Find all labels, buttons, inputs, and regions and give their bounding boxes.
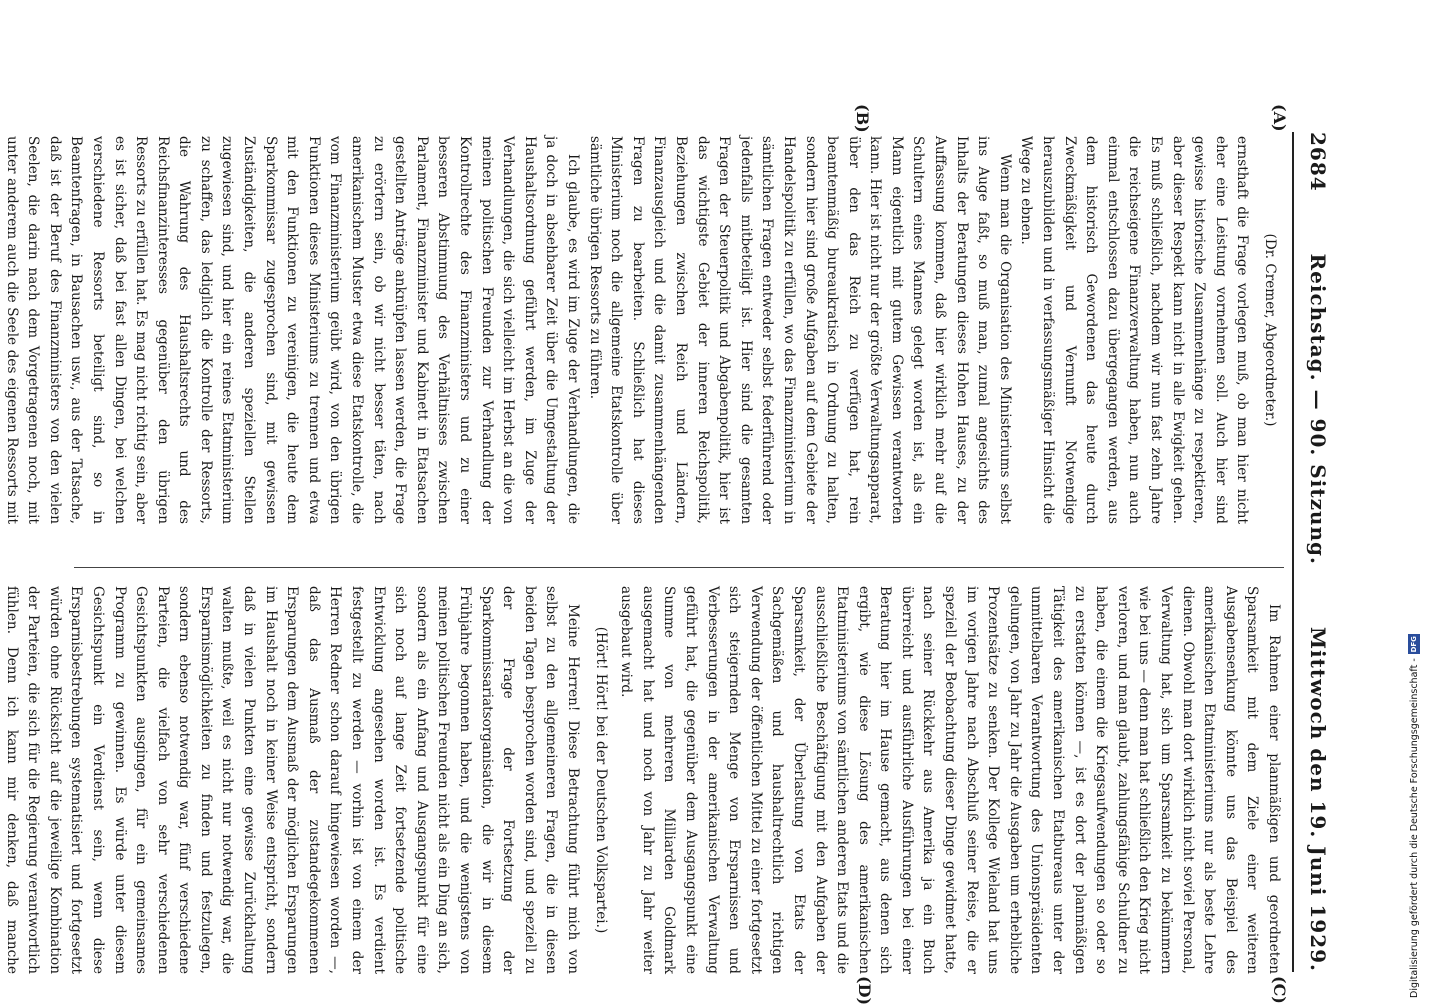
paragraph: Wenn man die Organisation des Ministeriums selbst ins Auge faßt, so muß man, zumal angesichts des Inhalts der Beratungen dieses Hohen Hauses, zu der Auffassung kommen, daß hier wirklich mehr auf die Schultern eines Mannes gelegt worden ist, als ein Mann eigentlich mit gutem Gewissen verantworten kann. Hier ist nicht nur der größte Verwaltungsapparat, über den das Reich zu verfügen hat, rein beamtenmäßig bureaukratisch in Ordnung zu halten, sondern hier sind große Aufgaben auf dem Gebiete der Handelspolitik zu erfüllen, wo das Finanzministerium in sämtlichen Fragen entweder selbst federführend oder jedenfalls mitbeteiligt ist. Hier sind die gesamten Fragen der Steuerpolitik und Abgabenpolitik, hier ist das wichtigste Gebiet der inneren Reichspolitik, Beziehungen zwischen Reich und Ländern, Finanzausgleich und die damit zusammenhängenden Fragen zu bearbeiten. Schließlich hat dieses Ministerium noch die allgemeine Etatskontrolle über sämtliche übrigen Ressorts zu führen. bbox=[586, 136, 1013, 524]
paragraph: Meine Herren! Diese Betrachtung führt mich von selbst zu den allgemeineren Fragen, die in diesen beiden Tagen besprochen worden sind, und speziell zu der Frage der Fortsetzung der Sparkommissariatsorganisation, die wir in diesem Frühjahre begonnen haben, und die wenigstens von meinen politischen Freunden nicht als ein Ding an sich, sondern als ein Anfang und Ausgangspunkt für eine sich noch auf lange Zeit fortsetzende politische Entwicklung angesehen worden ist. Es verdient festgestellt zu werden — vorhin ist von einem der Herren Redner schon darauf hingewiesen worden —, daß das Ausmaß der zustandegekommenen Ersparungen dem Ausmaß der möglichen Ersparungen im Haushalt noch in keiner Weise entspricht, sondern daß in vielen Punkten eine gewisse Zurückhaltung walten mußte, weil es nicht nur notwendig war, die Ersparnismöglichkeiten zu finden und festzulegen, sondern ebenso notwendig war, fünf verschiedene Parteien, die vielfach von sehr verschiedenen Gesichtspunkten ausgingen, für ein gemeinsames Programm zu gewinnen. Es würde unter diesem Gesichtspunkt ein Verdienst sein, wenn diese Ersparnisbestrebungen systematisiert und fortgesetzt würden ohne Rücksicht auf die jeweilige Kombination der Parteien, die sich für die Regierung verantwortlich fühlen. Denn ich kann mir denken, daß manche bbox=[3, 586, 581, 974]
right-column bbox=[0, 586, 1284, 974]
column-divider bbox=[74, 567, 1284, 568]
dfg-logo: DFG bbox=[1410, 636, 1418, 653]
credit-text: Digitalisierung gefördert durch die Deutsche Forschungsgemeinschaft - bbox=[1408, 658, 1420, 998]
margin-mark-a: (A) bbox=[1270, 104, 1289, 132]
page-number: 2684 bbox=[1306, 132, 1330, 192]
paragraph: ernsthaft die Frage vorlegen muß, ob man hier nicht eher eine Leistung vornehmen soll. Auch hier sind gewisse historische Zusammenhänge zu respektieren, aber dieser Respekt kann nicht in alle Ewigkeit gehen. Es muß schließlich, nachdem wir nun fast zehn Jahre die reichseigene Finanzverwaltung haben, nun auch einmal entschlossen dazu übergegangen werden, aus dem historisch Gewordenen das heute durch Zweckmäßigkeit und Vernunft Notwendige herauszubilden und in verfassungsmäßiger Hinsicht die Wege zu ebnen. bbox=[1018, 136, 1251, 524]
digitization-credit bbox=[1408, 634, 1420, 998]
header-rule bbox=[1292, 132, 1294, 972]
margin-mark-d: (D) bbox=[855, 976, 874, 1005]
left-column bbox=[0, 136, 1284, 524]
margin-mark-b: (B) bbox=[853, 104, 872, 133]
page-header bbox=[1306, 132, 1330, 972]
session-date: Mittwoch den 19. Juni 1929. bbox=[1306, 626, 1330, 972]
paragraph: Im Rahmen einer planmäßigen und geordneten Sparsamkeit mit dem Ziele einer weiteren Ausgabensenkung könnte uns das Beispiel des amerikanischen Etatministeriums nur als beste Lehre dienen. Obwohl man dort wirklich nicht soviel Personal, Verwaltung hat, sich um Sparsamkeit zu bekümmern wie bei uns — denn man hat schließlich den Krieg nicht verloren, und man glaubt, zahlungsfähige Schuldner zu haben, die einem die Kriegsaufwendungen so oder so zu erstatten können —, ist es dort der planmäßigen Tätigkeit des amerikanischen Etatbureaus unter der unmittelbaren Verantwortung des Unionspräsidenten gelungen, von Jahr zu Jahr die Ausgaben um erhebliche Prozentsätze zu senken. Der Kollege Wieland hat uns im vorigen Jahre nach Abschluß seiner Reise, die er speziell der Beobachtung dieser Dinge gewidmet hatte, nach seiner Rückkehr aus Amerika ja ein Buch überreicht und ausführliche Ausführungen bei einer Beratung hier im Hause gemacht, aus denen sich ergibt, wie diese Lösung des amerikanischen Etatministeriums von sämtlichen anderen Etats und die ausschließliche Beschäftigung mit den Aufgaben der Sparsamkeit, der Überlastung von Etats der Sachgemäßen und haushaltrechtlich richtigen Verwendung der öffentlichen Mittel zu einer fortgesetzt sich steigernden Menge von Ersparnissen und Verbesserungen in der amerikanischen Verwaltung geführt hat, die gegenüber dem Ausgangspunkt eine Summe von mehreren Milliarden Goldmark ausgemacht hat und noch von Jahr zu Jahr weiter ausgebaut wird. bbox=[618, 586, 1282, 974]
margin-mark-c: (C) bbox=[1270, 976, 1289, 1004]
interjection: (Hört! Hört! bei der Deutschen Volkspartei.) bbox=[592, 626, 609, 934]
speaker-line: (Dr. Cremer, Abgeordneter.) bbox=[1262, 233, 1278, 427]
paragraph: Ich glaube, es wird im Zuge der Verhandlungen, die ja doch in absehbarer Zeit über die Umgestaltung der Haushaltsordnung geführt werden, im Zuge der Verhandlungen, die sich vielleicht im Herbst an die von meinen politischen Freunden zur Verhandlung der Kontrollrechte des Finanzministers und zu einer besseren Abstimmung des Verhältnisses zwischen Parlament, Finanzminister und Kabinett in Etatsachen gestellten Anträge anknüpfen lassen werden, die Frage zu erörtern sein, ob wir nicht besser täten, nach amerikanischem Muster etwa diese Etatskontrolle, die vom Finanzministerium geübt wird, von den übrigen Funktionen dieses Ministeriums zu trennen und etwa mit den Funktionen zu vereinigen, die heute dem Sparkommissar zugesprochen sind, mit gewissen Zuständigkeiten, die anderen speziellen Stellen zugewiesen sind, und hier ein reines Etatministerium zu schaffen, das lediglich die Kontrolle der Ressorts, die Wahrung des Haushaltsrechts und des Reichsfinanzinteresses gegenüber den übrigen Ressorts zu erfüllen hat. Es mag nicht richtig sein, aber es ist sicher, daß bei fast allen Dingen, bei welchen verschiedene Ressorts beteiligt sind, so in Beamtenfragen, in Bausachen usw., aus der Tatsache, daß ist der Beruf des Finanzministers von den vielen Seelen, die darin nach dem Vorgetragenen noch, mit unter anderem auch die Seele des eigenen Ressorts mit bbox=[3, 136, 581, 524]
page-title: Reichstag. — 90. Sitzung. bbox=[1306, 253, 1330, 565]
